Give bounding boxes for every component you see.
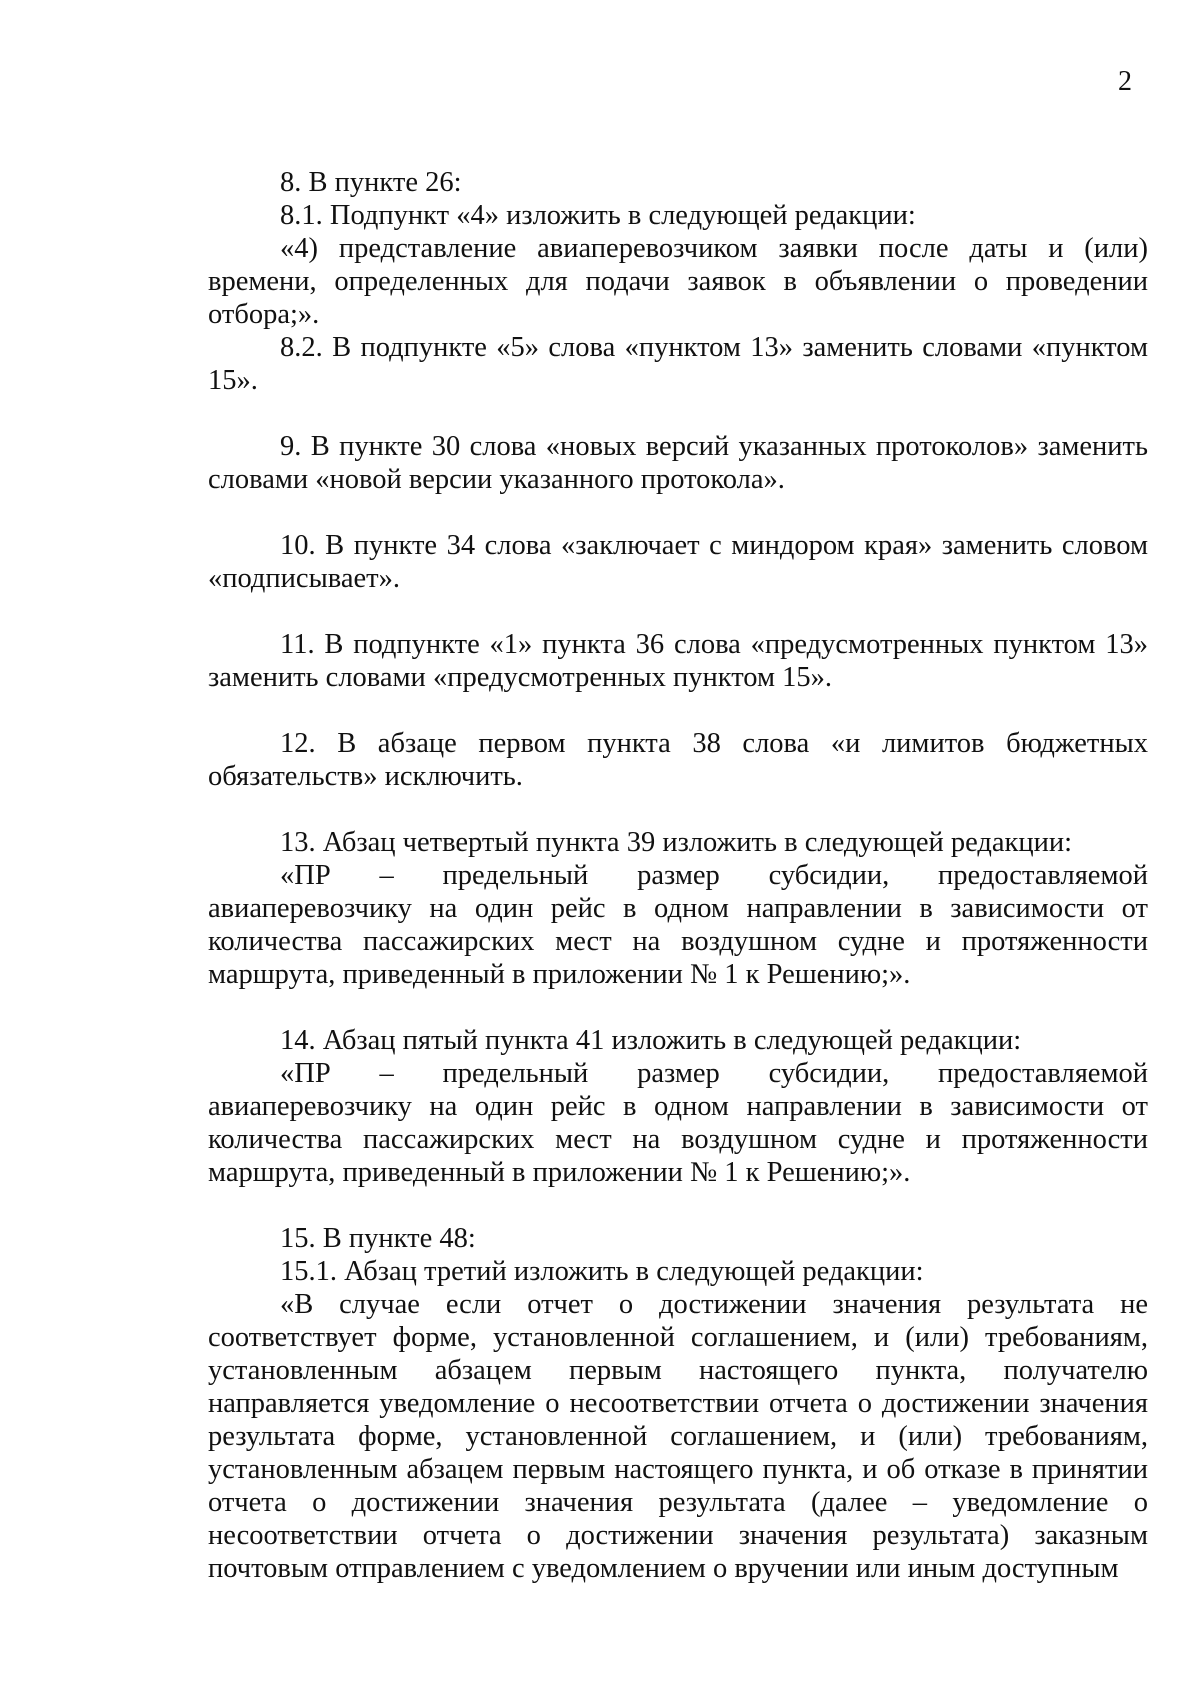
section-13-text: «ПР – предельный размер субсидии, предоставляемой авиаперевозчику на один рейс в одном направлении в зависимости от количества пассажирских мест на воздушном судне и протяженности маршрута, приведенный в приложении № 1 к Решению;». bbox=[208, 860, 1148, 990]
section-9-text: 9. В пункте 30 слова «новых версий указанных протоколов» заменить словами «новой версии указанного протокола». bbox=[208, 431, 1148, 495]
section-13-heading: 13. Абзац четвертый пункта 39 изложить в следующей редакции: bbox=[280, 827, 1073, 858]
section-14-heading: 14. Абзац пятый пункта 41 изложить в следующей редакции: bbox=[280, 1025, 1022, 1056]
section-item-9 bbox=[208, 430, 1148, 496]
section-10-text: 10. В пункте 34 слова «заключает с миндором края» заменить словом «подписывает». bbox=[208, 530, 1148, 594]
document-body bbox=[208, 166, 1148, 1585]
section-15-heading: 15. В пункте 48: bbox=[280, 1223, 476, 1254]
section-item-10 bbox=[208, 529, 1148, 595]
section-8-heading: 8. В пункте 26: bbox=[280, 167, 462, 198]
section-item-8 bbox=[208, 166, 1148, 397]
section-11-text: 11. В подпункте «1» пункта 36 слова «предусмотренных пунктом 13» заменить словами «предусмотренных пунктом 15». bbox=[208, 629, 1148, 693]
section-14-text: «ПР – предельный размер субсидии, предоставляемой авиаперевозчику на один рейс в одном направлении в зависимости от количества пассажирских мест на воздушном судне и протяженности маршрута, приведенный в приложении № 1 к Решению;». bbox=[208, 1058, 1148, 1188]
section-item-14 bbox=[208, 1024, 1148, 1189]
section-item-13 bbox=[208, 826, 1148, 991]
section-item-12 bbox=[208, 727, 1148, 793]
section-12-text: 12. В абзаце первом пункта 38 слова «и лимитов бюджетных обязательств» исключить. bbox=[208, 728, 1148, 792]
subsection-8-1-heading: 8.1. Подпункт «4» изложить в следующей редакции: bbox=[280, 200, 916, 231]
subsection-15-1-text: «В случае если отчет о достижении значения результата не соответствует форме, установленной соглашением, и (или) требованиям, установленным абзацем первым настоящего пункта, получателю направляется уведомление о несоответствии отчета о достижении значения результата форме, установленной соглашением, и (или) требованиям, установленным абзацем первым настоящего пункта, и об отказе в принятии отчета о достижении значения результата (далее – уведомление о несоответствии отчета о достижении значения результата) заказным почтовым отправлением с уведомлением о вручении или иным доступным bbox=[208, 1289, 1148, 1584]
subsection-8-1-text: «4) представление авиаперевозчиком заявки после даты и (или) времени, определенных для подачи заявок в объявлении о проведении отбора;». bbox=[208, 233, 1148, 330]
section-item-15 bbox=[208, 1222, 1148, 1585]
subsection-15-1-heading: 15.1. Абзац третий изложить в следующей редакции: bbox=[280, 1256, 924, 1287]
subsection-8-2-text: 8.2. В подпункте «5» слова «пунктом 13» заменить словами «пунктом 15». bbox=[208, 332, 1148, 396]
section-item-11 bbox=[208, 628, 1148, 694]
page-number: 2 bbox=[1118, 66, 1132, 97]
